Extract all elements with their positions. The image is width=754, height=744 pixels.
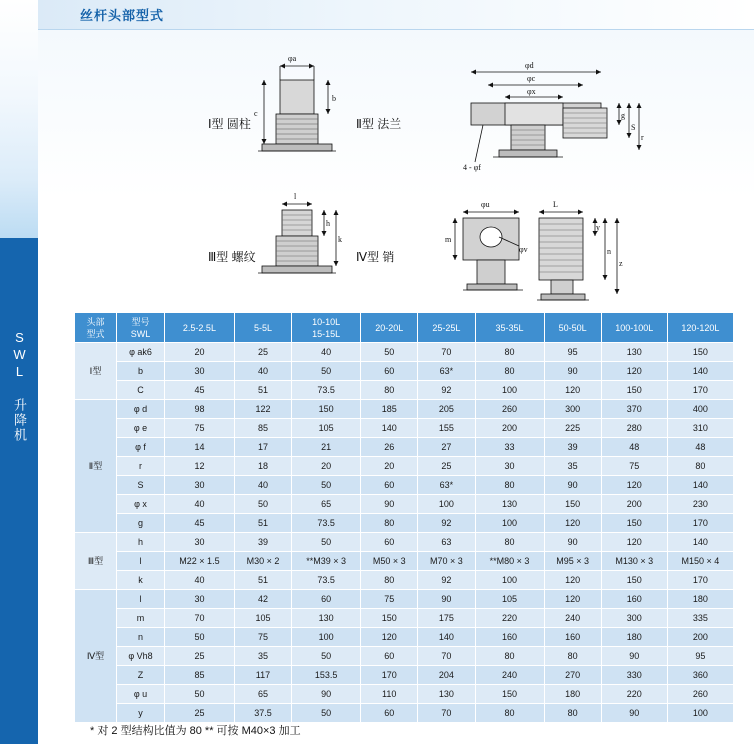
value-cell: 17 (234, 438, 291, 457)
header-col-0: 2.5-2.5L (165, 313, 235, 343)
value-cell: 300 (544, 400, 601, 419)
value-cell: 140 (667, 476, 733, 495)
value-cell: 225 (544, 419, 601, 438)
value-cell: 130 (418, 685, 475, 704)
value-cell: 90 (601, 704, 667, 723)
value-cell: 50 (292, 533, 361, 552)
table-row (75, 400, 734, 419)
value-cell: 20 (292, 457, 361, 476)
row-label-cell: k (117, 571, 165, 590)
header-model-col (117, 313, 165, 343)
value-cell: 153.5 (292, 666, 361, 685)
value-cell: 20 (361, 457, 418, 476)
value-cell: 80 (475, 476, 544, 495)
value-cell: 120 (601, 476, 667, 495)
value-cell: 63* (418, 362, 475, 381)
value-cell: 105 (475, 590, 544, 609)
group-type-cell: Ⅲ型 (75, 533, 117, 590)
value-cell: 21 (292, 438, 361, 457)
value-cell: 330 (601, 666, 667, 685)
value-cell: 100 (292, 628, 361, 647)
value-cell: 92 (418, 381, 475, 400)
value-cell: 117 (234, 666, 291, 685)
header-col-4: 25-25L (418, 313, 475, 343)
value-cell: 120 (601, 362, 667, 381)
svg-text:g: g (621, 111, 625, 120)
table-row (75, 647, 734, 666)
table-row (75, 685, 734, 704)
value-cell: 80 (475, 647, 544, 666)
value-cell: 92 (418, 571, 475, 590)
table-row (75, 514, 734, 533)
value-cell: 33 (475, 438, 544, 457)
value-cell: 180 (601, 628, 667, 647)
value-cell: 25 (165, 704, 235, 723)
spec-table (74, 312, 734, 723)
value-cell: 65 (292, 495, 361, 514)
value-cell: 180 (667, 590, 733, 609)
value-cell: 200 (601, 495, 667, 514)
table-row (75, 609, 734, 628)
value-cell: 90 (544, 362, 601, 381)
value-cell: 95 (667, 647, 733, 666)
row-label-cell: φ x (117, 495, 165, 514)
value-cell: 170 (667, 571, 733, 590)
table-footnote: * 对 2 型结构比值为 80 ** 可按 M40×3 加工 (90, 725, 301, 737)
value-cell: 155 (418, 419, 475, 438)
value-cell: 50 (292, 647, 361, 666)
value-cell: 260 (475, 400, 544, 419)
table-row (75, 343, 734, 362)
header-col-1: 5-5L (234, 313, 291, 343)
table-row (75, 533, 734, 552)
header-col-2: 10-10L 15-15L (292, 313, 361, 343)
value-cell: 130 (475, 495, 544, 514)
header-col-7: 100-100L (601, 313, 667, 343)
value-cell: 30 (475, 457, 544, 476)
value-cell: 150 (475, 685, 544, 704)
value-cell: 90 (601, 647, 667, 666)
value-cell: 400 (667, 400, 733, 419)
row-label-cell: g (117, 514, 165, 533)
value-cell: 40 (165, 571, 235, 590)
value-cell: 40 (234, 362, 291, 381)
table-header-row (75, 313, 734, 343)
value-cell: M30 × 2 (234, 552, 291, 571)
value-cell: 65 (234, 685, 291, 704)
value-cell: 25 (234, 343, 291, 362)
svg-text:4 - φf: 4 - φf (463, 163, 481, 172)
value-cell: 150 (601, 514, 667, 533)
table-row (75, 457, 734, 476)
svg-text:φa: φa (288, 54, 297, 63)
row-label-cell: S (117, 476, 165, 495)
row-label-cell: φ e (117, 419, 165, 438)
value-cell: 260 (667, 685, 733, 704)
page-title: 丝杆头部型式 (80, 8, 165, 23)
table-row (75, 628, 734, 647)
value-cell: 280 (601, 419, 667, 438)
svg-text:m: m (445, 235, 452, 244)
svg-text:φd: φd (525, 61, 534, 70)
table-row (75, 362, 734, 381)
row-label-cell: φ Vh8 (117, 647, 165, 666)
row-label-cell: r (117, 457, 165, 476)
left-sidebar (0, 0, 38, 744)
value-cell: 100 (418, 495, 475, 514)
value-cell: 100 (475, 514, 544, 533)
value-cell: 175 (418, 609, 475, 628)
value-cell: 240 (475, 666, 544, 685)
figure-thread-drawing (218, 180, 398, 300)
value-cell: 310 (667, 419, 733, 438)
value-cell: 30 (165, 476, 235, 495)
value-cell: 50 (234, 495, 291, 514)
value-cell: 204 (418, 666, 475, 685)
value-cell: 140 (418, 628, 475, 647)
value-cell: 200 (475, 419, 544, 438)
value-cell: 51 (234, 514, 291, 533)
value-cell: 50 (165, 685, 235, 704)
value-cell: 200 (667, 628, 733, 647)
value-cell: 185 (361, 400, 418, 419)
group-type-cell: Ⅳ型 (75, 590, 117, 723)
svg-text:l: l (294, 192, 297, 201)
svg-text:r: r (641, 133, 644, 142)
header-type-line1: 头部 (86, 316, 105, 327)
row-label-cell: y (117, 704, 165, 723)
value-cell: 37.5 (234, 704, 291, 723)
figure-flange-drawing (433, 40, 663, 185)
value-cell: 80 (475, 704, 544, 723)
figure-2-label: Ⅱ型 法兰 (356, 117, 402, 131)
value-cell: M22 × 1.5 (165, 552, 235, 571)
value-cell: 14 (165, 438, 235, 457)
value-cell: 60 (361, 362, 418, 381)
table-row (75, 571, 734, 590)
value-cell: 95 (544, 343, 601, 362)
value-cell: 42 (234, 590, 291, 609)
value-cell: 100 (667, 704, 733, 723)
value-cell: 150 (667, 343, 733, 362)
value-cell: 85 (234, 419, 291, 438)
value-cell: 50 (292, 704, 361, 723)
value-cell: M70 × 3 (418, 552, 475, 571)
value-cell: 45 (165, 381, 235, 400)
value-cell: 35 (544, 457, 601, 476)
value-cell: 73.5 (292, 381, 361, 400)
value-cell: 25 (165, 647, 235, 666)
value-cell: 300 (601, 609, 667, 628)
value-cell: 335 (667, 609, 733, 628)
value-cell: 40 (165, 495, 235, 514)
svg-text:L: L (553, 200, 558, 209)
value-cell: M150 × 4 (667, 552, 733, 571)
figure-cylinder-drawing (218, 44, 398, 174)
value-cell: 360 (667, 666, 733, 685)
value-cell: 80 (475, 343, 544, 362)
value-cell: 130 (292, 609, 361, 628)
value-cell: 18 (234, 457, 291, 476)
header-type-line2: 型式 (86, 328, 105, 339)
row-label-cell: m (117, 609, 165, 628)
svg-text:z: z (619, 259, 623, 268)
value-cell: 80 (475, 362, 544, 381)
table-body (75, 343, 734, 723)
header-col-5: 35-35L (475, 313, 544, 343)
value-cell: 140 (667, 533, 733, 552)
value-cell: 73.5 (292, 571, 361, 590)
value-cell: 220 (601, 685, 667, 704)
value-cell: 60 (292, 590, 361, 609)
header-col-6: 50-50L (544, 313, 601, 343)
value-cell: 80 (544, 647, 601, 666)
value-cell: 80 (361, 514, 418, 533)
group-type-cell: Ⅱ型 (75, 400, 117, 533)
value-cell: 20 (165, 343, 235, 362)
value-cell: 48 (667, 438, 733, 457)
value-cell: 100 (475, 571, 544, 590)
value-cell: 63 (418, 533, 475, 552)
value-cell: 90 (361, 495, 418, 514)
svg-text:S: S (631, 123, 636, 132)
header-col-8: 120-120L (667, 313, 733, 343)
header-type-col (75, 313, 117, 343)
value-cell: 160 (601, 590, 667, 609)
row-label-cell: C (117, 381, 165, 400)
value-cell: **M39 × 3 (292, 552, 361, 571)
value-cell: 180 (544, 685, 601, 704)
value-cell: 75 (234, 628, 291, 647)
value-cell: 63* (418, 476, 475, 495)
value-cell: 90 (544, 533, 601, 552)
row-label-cell: Z (117, 666, 165, 685)
value-cell: 100 (475, 381, 544, 400)
value-cell: 70 (418, 647, 475, 666)
value-cell: 120 (544, 590, 601, 609)
table-row (75, 438, 734, 457)
value-cell: 140 (361, 419, 418, 438)
value-cell: 30 (165, 533, 235, 552)
value-cell: 80 (361, 571, 418, 590)
value-cell: 60 (361, 533, 418, 552)
table-row (75, 476, 734, 495)
value-cell: 160 (475, 628, 544, 647)
value-cell: 80 (544, 704, 601, 723)
row-label-cell: φ ak6 (117, 343, 165, 362)
value-cell: 120 (544, 514, 601, 533)
figure-pin-drawing (433, 180, 643, 320)
row-label-cell: l (117, 552, 165, 571)
svg-text:φx: φx (527, 87, 536, 96)
figure-4-label: Ⅳ型 销 (356, 250, 395, 264)
value-cell: 150 (601, 571, 667, 590)
figure-1-label: Ⅰ型 圆柱 (208, 117, 251, 131)
value-cell: M130 × 3 (601, 552, 667, 571)
value-cell: 98 (165, 400, 235, 419)
value-cell: M95 × 3 (544, 552, 601, 571)
row-label-cell: h (117, 533, 165, 552)
table-head (75, 313, 734, 343)
value-cell: 105 (292, 419, 361, 438)
svg-text:c: c (254, 109, 258, 118)
value-cell: 240 (544, 609, 601, 628)
value-cell: 30 (165, 362, 235, 381)
row-label-cell: φ d (117, 400, 165, 419)
value-cell: 220 (475, 609, 544, 628)
value-cell: 150 (544, 495, 601, 514)
sidebar-blue-band (0, 238, 38, 744)
value-cell: 73.5 (292, 514, 361, 533)
value-cell: 230 (667, 495, 733, 514)
row-label-cell: φ f (117, 438, 165, 457)
svg-text:φc: φc (527, 74, 536, 83)
value-cell: 160 (544, 628, 601, 647)
value-cell: 50 (292, 476, 361, 495)
value-cell: 51 (234, 381, 291, 400)
svg-text:k: k (338, 235, 342, 244)
header-col-3: 20-20L (361, 313, 418, 343)
value-cell: 170 (667, 514, 733, 533)
value-cell: 140 (667, 362, 733, 381)
value-cell: 75 (361, 590, 418, 609)
value-cell: 170 (361, 666, 418, 685)
value-cell: 122 (234, 400, 291, 419)
table-row (75, 552, 734, 571)
table-row (75, 704, 734, 723)
value-cell: 70 (418, 704, 475, 723)
table-row (75, 381, 734, 400)
row-label-cell: l (117, 590, 165, 609)
svg-text:b: b (332, 94, 336, 103)
value-cell: 75 (601, 457, 667, 476)
header-model-line1: 型号 (131, 316, 150, 327)
value-cell: 50 (165, 628, 235, 647)
value-cell: 150 (292, 400, 361, 419)
row-label-cell: b (117, 362, 165, 381)
value-cell: 60 (361, 647, 418, 666)
group-type-cell: Ⅰ型 (75, 343, 117, 400)
value-cell: 12 (165, 457, 235, 476)
value-cell: 51 (234, 571, 291, 590)
table-row (75, 419, 734, 438)
value-cell: 50 (292, 362, 361, 381)
value-cell: 150 (601, 381, 667, 400)
value-cell: 39 (544, 438, 601, 457)
value-cell: 70 (418, 343, 475, 362)
value-cell: 70 (165, 609, 235, 628)
value-cell: 120 (601, 533, 667, 552)
value-cell: 80 (667, 457, 733, 476)
value-cell: 25 (418, 457, 475, 476)
value-cell: 270 (544, 666, 601, 685)
value-cell: **M80 × 3 (475, 552, 544, 571)
value-cell: 27 (418, 438, 475, 457)
value-cell: 370 (601, 400, 667, 419)
value-cell: 45 (165, 514, 235, 533)
value-cell: 90 (544, 476, 601, 495)
value-cell: 120 (544, 571, 601, 590)
table-row (75, 495, 734, 514)
value-cell: 150 (361, 609, 418, 628)
value-cell: 39 (234, 533, 291, 552)
value-cell: 85 (165, 666, 235, 685)
value-cell: 80 (361, 381, 418, 400)
value-cell: 120 (361, 628, 418, 647)
svg-text:y: y (596, 223, 600, 232)
spec-table-wrap (74, 312, 734, 723)
row-label-cell: n (117, 628, 165, 647)
sidebar-label: SWL 升降机 (12, 330, 27, 443)
table-row (75, 666, 734, 685)
value-cell: M50 × 3 (361, 552, 418, 571)
figure-panel (38, 30, 754, 310)
table-row (75, 590, 734, 609)
value-cell: 26 (361, 438, 418, 457)
header-model-line2: SWL (130, 328, 151, 339)
value-cell: 48 (601, 438, 667, 457)
value-cell: 120 (544, 381, 601, 400)
value-cell: 90 (418, 590, 475, 609)
row-label-cell: φ u (117, 685, 165, 704)
value-cell: 130 (601, 343, 667, 362)
value-cell: 60 (361, 476, 418, 495)
svg-text:n: n (607, 247, 611, 256)
value-cell: 60 (361, 704, 418, 723)
sidebar-gradient-top (0, 0, 38, 238)
value-cell: 35 (234, 647, 291, 666)
value-cell: 80 (475, 533, 544, 552)
value-cell: 40 (234, 476, 291, 495)
value-cell: 170 (667, 381, 733, 400)
svg-text:h: h (326, 219, 330, 228)
value-cell: 92 (418, 514, 475, 533)
value-cell: 110 (361, 685, 418, 704)
value-cell: 205 (418, 400, 475, 419)
value-cell: 30 (165, 590, 235, 609)
figure-3-label: Ⅲ型 螺纹 (208, 250, 256, 264)
svg-text:φv: φv (519, 245, 528, 254)
value-cell: 50 (361, 343, 418, 362)
value-cell: 75 (165, 419, 235, 438)
value-cell: 90 (292, 685, 361, 704)
value-cell: 40 (292, 343, 361, 362)
value-cell: 105 (234, 609, 291, 628)
svg-text:φu: φu (481, 200, 490, 209)
